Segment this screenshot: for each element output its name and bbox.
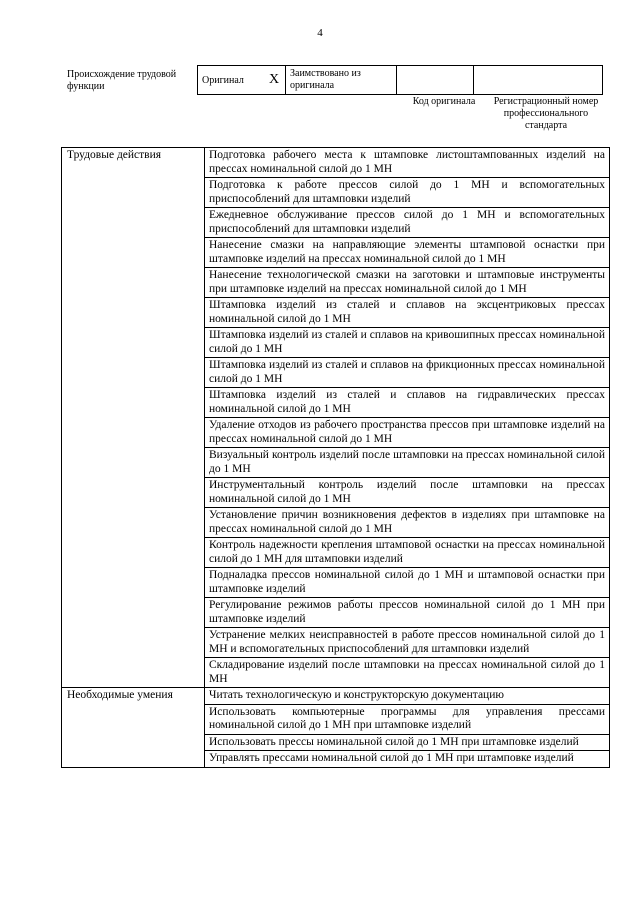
list-item: Регулирование режимов работы прессов номинальной силой до 1 МН при штамповке изделий: [205, 598, 610, 628]
list-item: Штамповка изделий из сталей и сплавов на фрикционных прессах номинальной силой до 1 МН: [205, 358, 610, 388]
original-mark: X: [263, 66, 286, 95]
table-row: [62, 148, 610, 178]
list-item: Инструментальный контроль изделий после штамповки на прессах номинальной силой до 1 МН: [205, 478, 610, 508]
list-item: Нанесение смазки на направляющие элементы штамповой оснастки при штамповке изделий на прессах номинальной силой до 1 МН: [205, 238, 610, 268]
list-item: Подготовка рабочего места к штамповке листоштампованных изделий на прессах номинальной силой до 1 МН: [205, 148, 610, 178]
code-caption: Код оригинала: [412, 96, 476, 107]
list-item: Подготовка к работе прессов силой до 1 МН и вспомогательных приспособлений для штамповки изделий: [205, 178, 610, 208]
list-item: Штамповка изделий из сталей и сплавов на кривошипных прессах номинальной силой до 1 МН: [205, 328, 610, 358]
original-cell: Оригинал: [198, 66, 264, 95]
list-item: Устранение мелких неисправностей в работе прессов номинальной силой до 1 МН и вспомогательных приспособлений для штамповки изделий: [205, 628, 610, 658]
code-cell: [397, 66, 474, 95]
origin-label: Происхождение трудовой функции: [67, 69, 177, 92]
list-item: Управлять прессами номинальной силой до 1 МН при штамповке изделий: [205, 751, 610, 768]
list-item: Установление причин возникновения дефектов в изделиях при штамповке на прессах номинальной силой до 1 МН: [205, 508, 610, 538]
origin-table: [197, 65, 603, 95]
list-item: Штамповка изделий из сталей и сплавов на гидравлических прессах номинальной силой до 1 МН: [205, 388, 610, 418]
list-item: Нанесение технологической смазки на заготовки и штамповые инструменты при штамповке изделий на прессах номинальной силой до 1 МН: [205, 268, 610, 298]
reg-number-cell: [474, 66, 603, 95]
labor-function-table: [61, 147, 610, 768]
list-item: Использовать прессы номинальной силой до 1 МН при штамповке изделий: [205, 734, 610, 751]
section-label: Необходимые умения: [62, 688, 205, 768]
page-number: 4: [317, 27, 323, 39]
list-item: Ежедневное обслуживание прессов силой до 1 МН и вспомогательных приспособлений для штамповки изделий: [205, 208, 610, 238]
list-item: Использовать компьютерные программы для управления прессами номинальной силой до 1 МН при штамповке изделий: [205, 704, 610, 734]
list-item: Складирование изделий после штамповки на прессах номинальной силой до 1 МН: [205, 658, 610, 688]
table-row: [62, 688, 610, 705]
list-item: Визуальный контроль изделий после штамповки на прессах номинальной силой до 1 МН: [205, 448, 610, 478]
list-item: Подналадка прессов номинальной силой до 1 МН и штамповой оснастки при штамповке изделий: [205, 568, 610, 598]
list-item: Контроль надежности крепления штамповой оснастки на прессах номинальной силой до 1 МН для штамповки изделий: [205, 538, 610, 568]
borrowed-cell: Заимствовано из оригинала: [286, 66, 397, 95]
list-item: Штамповка изделий из сталей и сплавов на эксцентриковых прессах номинальной силой до 1 МН: [205, 298, 610, 328]
section-label: Трудовые действия: [62, 148, 205, 688]
list-item: Читать технологическую и конструкторскую документацию: [205, 688, 610, 705]
reg-number-caption: Регистрационный номер профессионального стандарта: [493, 96, 599, 131]
list-item: Удаление отходов из рабочего пространства прессов при штамповке изделий на прессах номинальной силой до 1 МН: [205, 418, 610, 448]
